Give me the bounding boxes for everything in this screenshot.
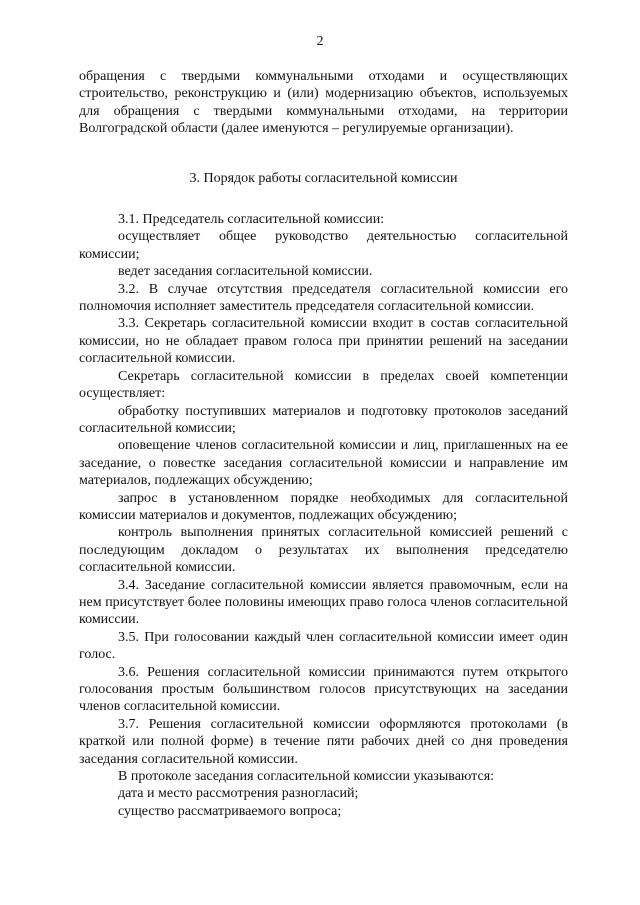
paragraph-secretary-duty-2: оповещение членов согласительной комиссии и лиц, приглашенных на ее заседание, о повестке заседания согласительной комиссии и направление им материалов, подлежащих обсуждению; <box>79 438 568 489</box>
paragraph-3-4: 3.4. Заседание согласительной комиссии является правомочным, если на нем присутствует более половины имеющих право голоса членов согласительной комиссии. <box>79 577 568 628</box>
paragraph-secretary-duty-1: обработку поступивших материалов и подготовку протоколов заседаний согласительной комиссии; <box>79 403 568 436</box>
paragraph-protocol-intro: В протоколе заседания согласительной комиссии указываются: <box>118 769 495 785</box>
paragraph-secretary-intro: Секретарь согласительной комиссии в пределах своей компетенции осуществляет: <box>79 368 568 402</box>
paragraph-chair-duty-2: ведет заседания согласительной комиссии. <box>118 264 373 280</box>
paragraph-3-3: 3.3. Секретарь согласительной комиссии входит в состав согласительной комиссии, но не обладает правом голоса при принятии решений на заседании согласительной комиссии. <box>79 316 568 367</box>
document-body <box>79 68 568 820</box>
paragraph-3-5: 3.5. При голосовании каждый член согласительной комиссии имеет один голос. <box>79 629 568 663</box>
paragraph-chair-duty-1: осуществляет общее руководство деятельностью согласительной комиссии; <box>79 229 568 262</box>
paragraph-protocol-item-1: дата и место рассмотрения разногласий; <box>118 786 359 802</box>
paragraph-protocol-item-2: существо рассматриваемого вопроса; <box>118 803 342 819</box>
section-heading: 3. Порядок работы согласительной комиссии <box>189 170 458 186</box>
paragraph-3-2: 3.2. В случае отсутствия председателя согласительной комиссии его полномочия исполняет заместитель председателя согласительной комиссии. <box>79 281 568 315</box>
paragraph-3-7: 3.7. Решения согласительной комиссии оформляются протоколами (в краткой или полной форме) в течение пяти рабочих дней со дня проведения заседания согласительной комиссии. <box>79 716 568 767</box>
paragraph-3-6: 3.6. Решения согласительной комиссии принимаются путем открытого голосования простым большинством голосов присутствующих на заседании членов согласительной комиссии. <box>79 664 568 715</box>
lead-paragraph: обращения с твердыми коммунальными отходами и осуществляющих строительство, реконструкцию и (или) модернизацию объектов, используемых для обращения с твердыми коммунальными отходами, на территории Волгоградской области (далее именуются – регулируемые организации). <box>79 69 568 137</box>
paragraph-secretary-duty-4: контроль выполнения принятых согласительной комиссией решений с последующим докладом о результатах их выполнения председателю согласительной комиссии. <box>79 525 568 576</box>
paragraph-secretary-duty-3: запрос в установленном порядке необходимых для согласительной комиссии материалов и документов, подлежащих обсуждению; <box>79 490 568 523</box>
paragraph-3-1: 3.1. Председатель согласительной комиссии: <box>118 212 385 228</box>
page-number: 2 <box>316 34 324 49</box>
